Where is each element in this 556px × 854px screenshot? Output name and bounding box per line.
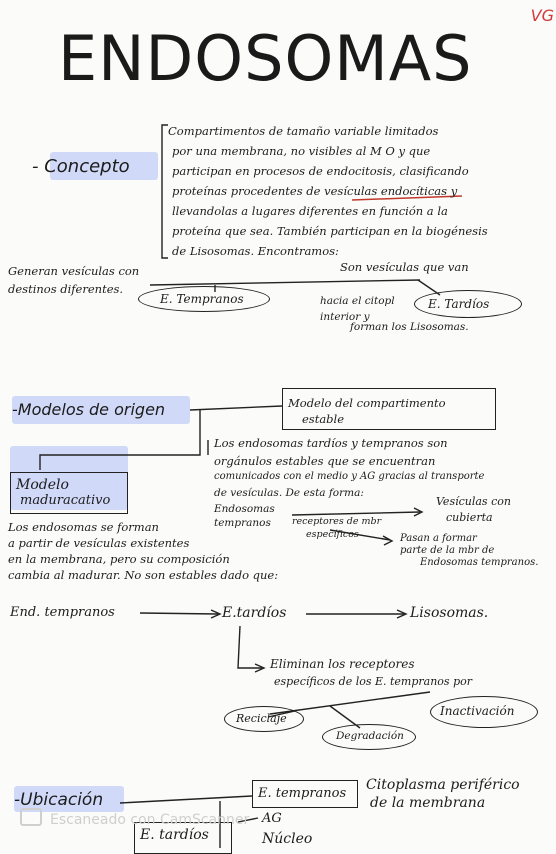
concepto-line: participan en procesos de endocitosis, clasificando	[172, 164, 469, 178]
eliminan-text: Eliminan los receptores	[270, 657, 415, 671]
concepto-line: proteínas procedentes de vesículas endocíticas y	[172, 184, 458, 198]
maduracion-text: en la membrana, pero su composición	[8, 552, 230, 566]
oval-reciclaje-label: Reciclaje	[236, 712, 287, 725]
camscanner-logo-icon	[20, 808, 42, 826]
corner-mark: VG	[530, 6, 554, 25]
oval-inactivacion-label: Inactivación	[440, 704, 515, 718]
oval-e-tempranos-label: E. Tempranos	[160, 292, 244, 306]
son-vesiculas-note: interior y	[320, 311, 370, 323]
modelos-heading: -Modelos de origen	[12, 400, 166, 419]
receptores-label: receptores de mbr	[292, 516, 382, 527]
son-vesiculas-note: forman los Lisosomas.	[350, 321, 469, 333]
son-vesiculas-note: Son vesículas que van	[340, 260, 469, 274]
concepto-line: Compartimentos de tamaño variable limitados	[168, 124, 439, 138]
ag-label: AG	[262, 811, 282, 826]
box-e-tempranos-label: E. tempranos	[258, 786, 347, 801]
oval-e-tardios-label: E. Tardíos	[428, 297, 490, 311]
flow-e-tardios: E.tardíos	[222, 605, 287, 621]
maduracion-text: Los endosomas se forman	[8, 520, 159, 534]
flow-lisosomas: Lisosomas.	[410, 605, 489, 621]
ubicacion-heading: -Ubicación	[14, 790, 104, 810]
estable-text: orgánulos estables que se encuentran	[214, 454, 436, 468]
vesiculas-cubierta: Vesículas con	[436, 495, 511, 508]
son-vesiculas-note: hacia el citopl	[320, 295, 395, 307]
pasan-text: Pasan a formar	[400, 533, 477, 544]
maduracion-text: cambia al madurar. No son estables dado que:	[8, 568, 279, 582]
estable-text: Los endosomas tardíos y tempranos son	[214, 436, 448, 450]
concepto-line: proteína que sea. También participan en la biogénesis	[172, 224, 488, 238]
citoplasma-text: de la membrana	[370, 795, 486, 811]
generan-note: destinos diferentes.	[8, 282, 124, 296]
box-e-tardios-label: E. tardíos	[140, 827, 209, 843]
page-title: ENDOSOMAS	[58, 22, 473, 95]
generan-note: Generan vesículas con	[8, 264, 140, 278]
vesiculas-cubierta: cubierta	[446, 511, 493, 524]
estable-text: de vesículas. De esta forma:	[214, 487, 364, 499]
box-modelo-estable-label: estable	[302, 412, 345, 426]
nucleo-label: Núcleo	[262, 831, 313, 847]
concepto-heading: - Concepto	[32, 156, 130, 177]
watermark-text: Escaneado con CamScanner	[50, 812, 250, 828]
pasan-text: parte de la mbr de	[400, 545, 495, 556]
pasan-text: Endosomas tempranos.	[420, 557, 539, 568]
box-modelo-maduracion-label: Modelo	[16, 477, 69, 493]
box-modelo-maduracion-label: maduracativo	[20, 493, 111, 508]
estable-text: comunicados con el medio y AG gracias al transporte	[214, 471, 485, 482]
endosomas-tempranos-label: tempranos	[214, 517, 271, 529]
flow-end-tempranos: End. tempranos	[10, 605, 115, 620]
oval-degradacion-label: Degradación	[336, 730, 404, 742]
maduracion-text: a partir de vesículas existentes	[8, 536, 190, 550]
concepto-line: llevandolas a lugares diferentes en función a la	[172, 204, 448, 218]
camscanner-watermark	[20, 808, 249, 828]
endosomas-tempranos-label: Endosomas	[214, 503, 275, 515]
citoplasma-text: Citoplasma periférico	[366, 777, 520, 793]
receptores-label: específicos	[306, 529, 359, 540]
concepto-line: de Lisosomas. Encontramos:	[172, 244, 339, 258]
box-modelo-estable-label: Modelo del compartimento	[288, 396, 446, 410]
concepto-line: por una membrana, no visibles al M O y que	[172, 144, 431, 158]
eliminan-text: específicos de los E. tempranos por	[274, 675, 472, 688]
